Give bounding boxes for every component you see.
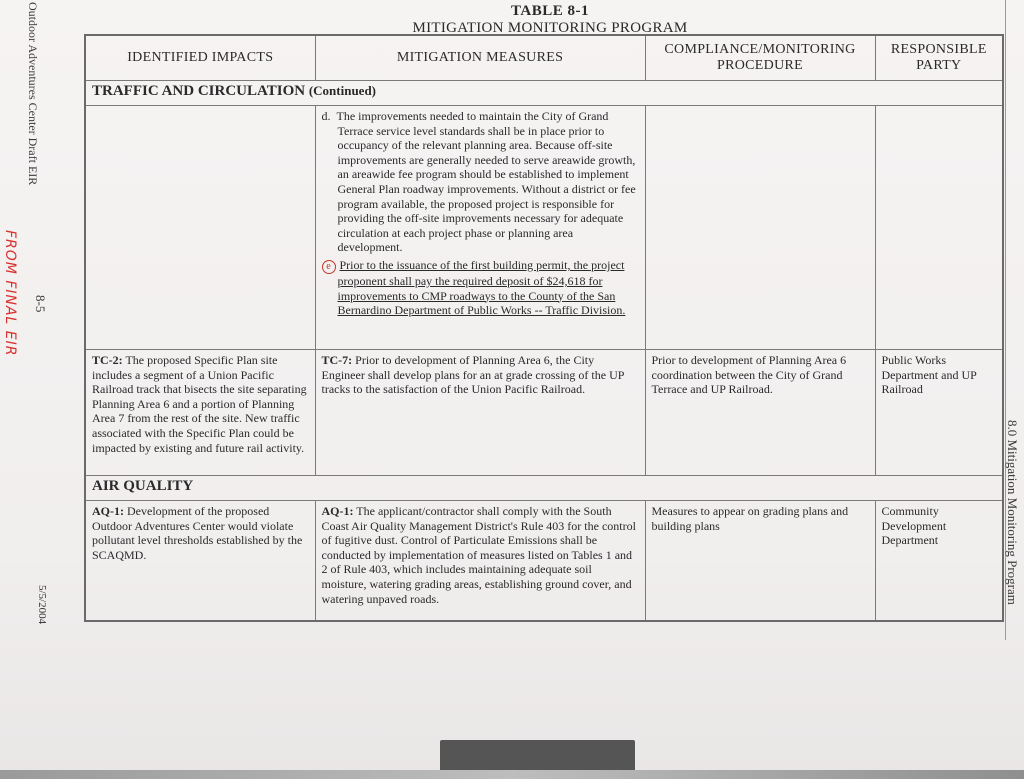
circled-item-marker: e bbox=[322, 260, 336, 274]
header-mitigation-measures: MITIGATION MEASURES bbox=[315, 35, 645, 81]
table-heading bbox=[300, 3, 800, 37]
margin-doc-title: Outdoor Adventures Center Draft EIR bbox=[26, 2, 40, 186]
procedure-cell: Measures to appear on grading plans and building plans bbox=[645, 501, 875, 621]
section-title: TRAFFIC AND CIRCULATION bbox=[92, 83, 306, 99]
table-number: TABLE 8-1 bbox=[511, 3, 589, 19]
mitigation-table bbox=[84, 34, 1004, 622]
party-cell: Community Development Department bbox=[875, 501, 1003, 621]
document-date: 5/5/2004 bbox=[36, 585, 48, 625]
handwritten-stamp: FROM FINAL EIR bbox=[2, 230, 18, 357]
measure-cell: TC-7: Prior to development of Planning Area 6, the City Engineer shall develop plans for an at grade crossing of the UP tracks to the satisfaction of the Union Pacific Railroad. bbox=[315, 350, 645, 476]
page-number: 8-5 bbox=[33, 295, 48, 313]
table-title: MITIGATION MONITORING PROGRAM bbox=[412, 20, 688, 36]
procedure-cell: Prior to development of Planning Area 6 coordination between the City of Grand Terrace and UP Railroad. bbox=[645, 350, 875, 476]
party-cell bbox=[875, 106, 1003, 350]
header-responsible-party: RESPONSIBLE PARTY bbox=[875, 35, 1003, 81]
procedure-cell bbox=[645, 106, 875, 350]
margin-section-title: 8.0 Mitigation Monitoring Program bbox=[1005, 420, 1020, 605]
measure-cell bbox=[315, 106, 645, 350]
impact-cell: TC-2: The proposed Specific Plan site includes a segment of a Union Pacific Railroad track that bisects the site separating Planning Area 6 and a portion of Planning Area 7 from the rest of the site. New traffic associated with the Specific Plan could be impacted by existing and future rail activity. bbox=[85, 350, 315, 476]
table-row bbox=[85, 350, 1003, 476]
party-cell: Public Works Department and UP Railroad bbox=[875, 350, 1003, 476]
left-margin bbox=[0, 0, 60, 779]
section-title: AIR QUALITY bbox=[85, 476, 1003, 501]
section-continued: (Continued) bbox=[308, 83, 377, 98]
section-air-quality bbox=[85, 476, 1003, 501]
measure-item-e: e Prior to the issuance of the first building permit, the project proponent shall pay the required deposit of $24,618 for improvements to CMP roadways to the County of the San Bernardino Department of Public Works -- Traffic Division. bbox=[338, 258, 639, 318]
measure-cell: AQ-1: The applicant/contractor shall comply with the South Coast Air Quality Management District's Rule 403 for the control of fugitive dust. Control of Particulate Emissions shall be conducted by implementation of measures listed on Tables 1 and 2 of Rule 403, which includes maintaining adequate soil moisture, watering grading areas, establishing ground cover, and watering unpaved roads. bbox=[315, 501, 645, 621]
header-row bbox=[85, 35, 1003, 81]
impact-cell: AQ-1: Development of the proposed Outdoor Adventures Center would violate pollutant level thresholds established by the SCAQMD. bbox=[85, 501, 315, 621]
section-traffic bbox=[85, 81, 1003, 106]
table-row bbox=[85, 501, 1003, 621]
measure-item-d: d. The improvements needed to maintain the City of Grand Terrace service level standards shall be in place prior to occupancy of the relevant planning area. Because off-site improvements are generally needed to serve areawide growth, an areawide fee program should be established to implement General Plan roadway improvements. Without a district or fee program available, the proposed project is responsible for providing the off-site improvements necessary for adequate circulation at each project phase or planning area development. bbox=[321, 109, 636, 255]
header-identified-impacts: IDENTIFIED IMPACTS bbox=[85, 35, 315, 81]
impact-cell bbox=[85, 106, 315, 350]
header-compliance-procedure: COMPLIANCE/MONITORING PROCEDURE bbox=[645, 35, 875, 81]
table-row bbox=[85, 106, 1003, 350]
scanner-edge bbox=[0, 770, 1024, 779]
